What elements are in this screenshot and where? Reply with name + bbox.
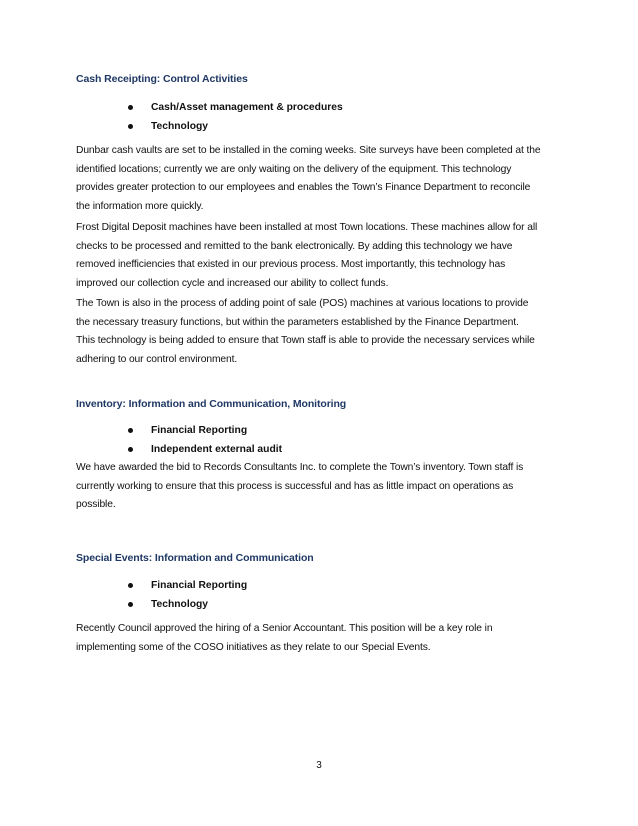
- section-heading-cash-receipting: Cash Receipting: Control Activities: [76, 73, 248, 85]
- paragraph-line: identified locations; currently we are only waiting on the delivery of the equipment. This technology: [76, 163, 512, 175]
- section-heading-inventory: Inventory: Information and Communication, Monitoring: [76, 398, 347, 410]
- paragraph-frost: [76, 219, 537, 293]
- paragraph-line: checks to be processed and remitted to the bank electronically. By adding this technology we have: [76, 240, 513, 252]
- paragraph-line: provides greater protection to our employees and enables the Town’s Finance Department to reconcile: [76, 182, 531, 193]
- paragraph-line: Recently Council approved the hiring of a Senior Accountant. This position will be a key role in: [76, 623, 493, 634]
- paragraph-line: the information more quickly.: [76, 200, 204, 212]
- paragraph-line: possible.: [76, 499, 116, 510]
- page-number: 3: [316, 760, 322, 771]
- paragraph-special-events: [76, 620, 492, 657]
- section-heading-special-events: Special Events: Information and Communication: [76, 552, 314, 564]
- paragraph-line: currently working to ensure that this process is successful and has as little impact on operations as: [76, 480, 514, 492]
- bullet-text: Cash/Asset management & procedures: [151, 102, 343, 113]
- bullet-item: [128, 576, 247, 595]
- bullet-item: [128, 440, 282, 459]
- bullet-item: [128, 117, 343, 136]
- bullet-list-special-events: [128, 576, 247, 614]
- paragraph-line: This technology is being added to ensure that Town staff is able to provide the necessary services while: [76, 335, 535, 346]
- bullet-text: Technology: [151, 599, 209, 610]
- paragraph-line: Dunbar cash vaults are set to be installed in the coming weeks. Site surveys have been completed at the: [76, 145, 541, 156]
- bullet-item: [128, 421, 282, 440]
- bullet-text: Independent external audit: [151, 444, 283, 455]
- bullet-icon: [128, 124, 133, 129]
- paragraph-line: removed inefficiencies that existed in our previous process. Most importantly, this technology has: [76, 259, 506, 270]
- paragraph-line: The Town is also in the process of adding point of sale (POS) machines at various locations to provide: [76, 298, 529, 309]
- bullet-icon: [128, 602, 133, 607]
- bullet-item: [128, 595, 247, 614]
- paragraph-line: improved our collection cycle and increased our ability to collect funds.: [76, 277, 389, 289]
- bullet-text: Technology: [151, 121, 209, 132]
- paragraph-line: We have awarded the bid to Records Consultants Inc. to complete the Town’s inventory. Town staff is: [76, 462, 524, 473]
- bullet-icon: [128, 105, 133, 110]
- paragraph-line: adhering to our control environment.: [76, 353, 238, 365]
- paragraph-line: implementing some of the COSO initiatives as they relate to our Special Events.: [76, 641, 431, 653]
- paragraph-line: Frost Digital Deposit machines have been installed at most Town locations. These machines allow for all: [76, 222, 538, 233]
- paragraph-line: the necessary treasury functions, but within the parameters established by the Finance Department.: [76, 316, 519, 328]
- bullet-icon: [128, 583, 133, 588]
- bullet-icon: [128, 428, 133, 433]
- bullet-text: Financial Reporting: [151, 425, 248, 436]
- bullet-list-cash-receipting: [128, 98, 343, 136]
- paragraph-pos: [76, 295, 535, 369]
- paragraph-dunbar: [76, 142, 540, 216]
- bullet-list-inventory: [128, 421, 282, 459]
- bullet-item: [128, 98, 343, 117]
- bullet-icon: [128, 447, 133, 452]
- paragraph-inventory: [76, 459, 523, 515]
- bullet-text: Financial Reporting: [151, 580, 248, 591]
